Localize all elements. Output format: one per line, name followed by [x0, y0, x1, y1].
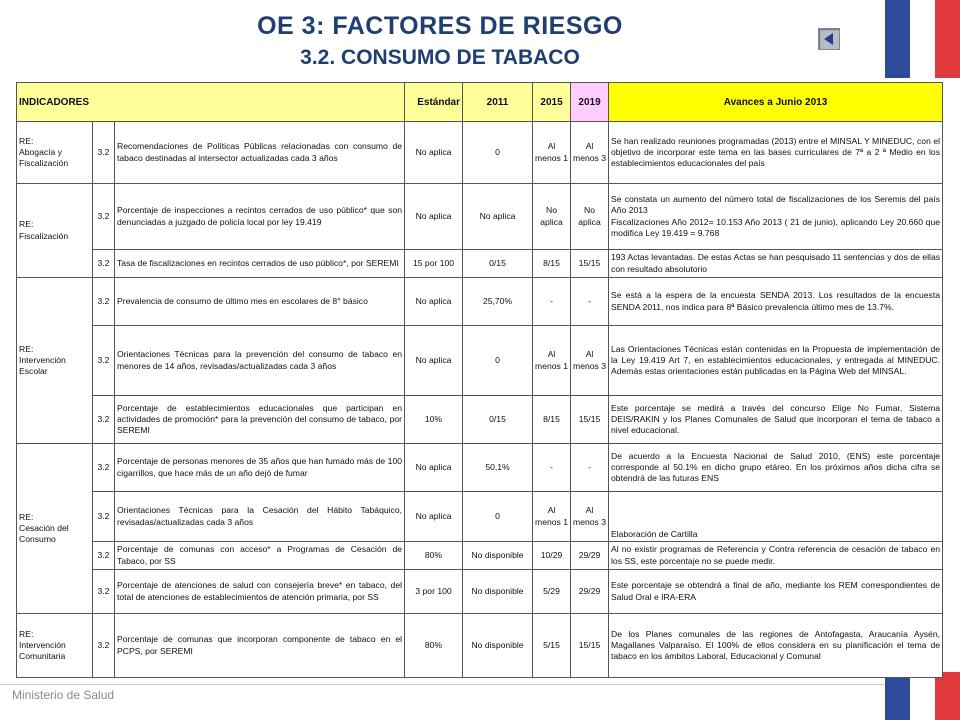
page-subtitle: 3.2. CONSUMO DE TABACO [300, 46, 580, 69]
indicator-cell: Porcentaje de establecimientos educacionales que participan en actividades de promoción* para la prevención del consumo de tabaco, por SEREMI [115, 396, 405, 444]
indicator-cell: Tasa de fiscalizaciones en recintos cerrados de uso público*, por SEREMI [115, 250, 405, 278]
flag-stripes-top [885, 0, 960, 78]
re-cell: RE: Cesación del Consumo [17, 444, 93, 614]
code-cell: 3.2 [93, 396, 115, 444]
indicator-cell: Porcentaje de personas menores de 35 años que han fumado más de 100 cigarrillos, que hace más de un año dejó de fumar [115, 444, 405, 492]
code-cell: 3.2 [93, 570, 115, 614]
indicator-cell: Porcentaje de inspecciones a recintos cerrados de uso público* que son denunciadas a juzgado de policía local por ley 19.419 [115, 184, 405, 250]
value-2011-cell: 25,70% [463, 278, 533, 326]
re-cell: RE: Abogacía y Fiscalización [17, 122, 93, 184]
estandar-cell: 10% [405, 396, 463, 444]
value-2019-cell: Al menos 3 [571, 326, 609, 396]
indicator-cell: Porcentaje de atenciones de salud con consejería breve* en tabaco, del total de atenciones de establecimientos de atención primaria, por SS [115, 570, 405, 614]
avances-cell: Se está a la espera de la encuesta SENDA 2013. Los resultados de la encuesta SENDA 2011, nos indica para 8ª Básico prevalencia último mes de 13.7%. [609, 278, 943, 326]
code-cell: 3.2 [93, 542, 115, 570]
estandar-cell: No aplica [405, 278, 463, 326]
avances-cell: Se constata un aumento del número total de fiscalizaciones de los Seremis del país Año 2013 Fiscalizaciones Año 2012= 10.153 Año 2013 ( 21 de junio), aplicando Ley 20.660 que modifica Ley 19.419 = 9.768 [609, 184, 943, 250]
estandar-cell: No aplica [405, 184, 463, 250]
value-2019-cell: Al menos 3 [571, 122, 609, 184]
footer-divider [0, 684, 885, 685]
value-2015-cell: 5/29 [533, 570, 571, 614]
value-2019-cell: No aplica [571, 184, 609, 250]
value-2011-cell: No disponible [463, 570, 533, 614]
table-row [17, 396, 943, 444]
table-row [17, 614, 943, 678]
code-cell: 3.2 [93, 492, 115, 542]
flag-stripes-bottom [885, 672, 960, 720]
avances-cell: Las Orientaciones Técnicas están contenidas en la Propuesta de implementación de la Ley 19.419 Art 7, en establecimientos educacionales, y entregada al MINEDUC. Además estas orientaciones están publicadas en la Página Web del MINSAL. [609, 326, 943, 396]
value-2011-cell: 0/15 [463, 250, 533, 278]
code-cell: 3.2 [93, 122, 115, 184]
re-cell: RE: Fiscalización [17, 184, 93, 278]
code-cell: 3.2 [93, 326, 115, 396]
value-2015-cell: 8/15 [533, 250, 571, 278]
value-2019-cell: 29/29 [571, 542, 609, 570]
indicator-cell: Porcentaje de comunas que incorporan componente de tabaco en el PCPS, por SEREMI [115, 614, 405, 678]
code-cell: 3.2 [93, 614, 115, 678]
code-cell: 3.2 [93, 250, 115, 278]
table-row [17, 250, 943, 278]
re-cell: RE: Intervención Escolar [17, 278, 93, 444]
table-row [17, 326, 943, 396]
footer-ministry: Ministerio de Salud [12, 688, 115, 702]
table-row [17, 184, 943, 250]
value-2011-cell: 0 [463, 122, 533, 184]
value-2015-cell: - [533, 278, 571, 326]
avances-cell: De acuerdo a la Encuesta Nacional de Salud 2010, (ENS) este porcentaje corresponde al 50.1% en dicho grupo etáreo. En los próximos años dicha cifra se obtendrá de las futuras ENS [609, 444, 943, 492]
indicator-cell: Recomendaciones de Políticas Públicas relacionadas con consumo de tabaco destinadas al intersector actualizadas cada 3 años [115, 122, 405, 184]
value-2011-cell: 0 [463, 492, 533, 542]
avances-cell: 193 Actas levantadas. De estas Actas se han pesquisado 11 sentencias y dos de ellas con resultado absolutorio [609, 250, 943, 278]
value-2011-cell: No disponible [463, 542, 533, 570]
value-2011-cell: No aplica [463, 184, 533, 250]
table-header-row [17, 83, 943, 122]
avances-cell: De los Planes comunales de las regiones de Antofagasta, Araucanía Aysén, Magallanes Valparaíso. El 100% de ellos considera en su planificación el tema de tabaco en los ámbitos Laboral, Educacional y Comunal [609, 614, 943, 678]
avances-cell: Se han realizado reuniones programadas (2013) entre el MINSAL Y MINEDUC, con el objetivo de incorporar este tema en las bases curriculares de 7ª a 2 ª Medio en los establecimientos educacionales del país [609, 122, 943, 184]
value-2019-cell: - [571, 278, 609, 326]
indicator-cell: Porcentaje de comunas con acceso* a Programas de Cesación de Tabaco, por SS [115, 542, 405, 570]
header-2015: 2015 [533, 83, 571, 122]
avances-cell: Al no existir programas de Referencia y Contra referencia de cesación de tabaco en los SS, este porcentaje no se puede medir. [609, 542, 943, 570]
value-2011-cell: No disponible [463, 614, 533, 678]
estandar-cell: 3 por 100 [405, 570, 463, 614]
page-title: OE 3: FACTORES DE RIESGO [257, 12, 623, 40]
back-button[interactable] [818, 28, 840, 50]
avances-cell: Este porcentaje se obtendrá a final de año, mediante los REM correspondientes de Salud Oral e IRA-ERA [609, 570, 943, 614]
estandar-cell: 80% [405, 614, 463, 678]
value-2015-cell: 10/29 [533, 542, 571, 570]
avances-cell: Este porcentaje se medirá a través del concurso Elige No Fumar, Sistema DEIS/RAKIN y los Planes Comunales de Salud que incorporan el tema de tabaco a nivel educacional. [609, 396, 943, 444]
value-2019-cell: 29/29 [571, 570, 609, 614]
code-cell: 3.2 [93, 184, 115, 250]
value-2011-cell: 0 [463, 326, 533, 396]
value-2015-cell: Al menos 1 [533, 492, 571, 542]
table-row [17, 122, 943, 184]
back-arrow-icon [824, 33, 833, 45]
estandar-cell: No aplica [405, 122, 463, 184]
code-cell: 3.2 [93, 444, 115, 492]
estandar-cell: 15 por 100 [405, 250, 463, 278]
value-2015-cell: Al menos 1 [533, 122, 571, 184]
value-2015-cell: 8/15 [533, 396, 571, 444]
table-row [17, 542, 943, 570]
value-2019-cell: 15/15 [571, 614, 609, 678]
header-avances: Avances a Junio 2013 [609, 83, 943, 122]
indicators-table [16, 82, 943, 678]
re-cell: RE: Intervención Comunitaria [17, 614, 93, 678]
value-2011-cell: 50,1% [463, 444, 533, 492]
header-indicadores: INDICADORES [17, 83, 405, 122]
value-2019-cell: - [571, 444, 609, 492]
estandar-cell: 80% [405, 542, 463, 570]
estandar-cell: No aplica [405, 326, 463, 396]
value-2019-cell: 15/15 [571, 250, 609, 278]
header-2019: 2019 [571, 83, 609, 122]
table-row [17, 570, 943, 614]
header-estandar: Estándar [405, 83, 463, 122]
estandar-cell: No aplica [405, 444, 463, 492]
value-2015-cell: - [533, 444, 571, 492]
header-2011: 2011 [463, 83, 533, 122]
value-2015-cell: Al menos 1 [533, 326, 571, 396]
avances-cell: Elaboración de Cartilla [609, 492, 943, 542]
code-cell: 3.2 [93, 278, 115, 326]
indicator-cell: Orientaciones Técnicas para la Cesación del Hábito Tabáquico, revisadas/actualizadas cada 3 años [115, 492, 405, 542]
estandar-cell: No aplica [405, 492, 463, 542]
value-2019-cell: Al menos 3 [571, 492, 609, 542]
indicator-cell: Orientaciones Técnicas para la prevención del consumo de tabaco en menores de 14 años, revisadas/actualizadas cada 3 años [115, 326, 405, 396]
value-2015-cell: 5/15 [533, 614, 571, 678]
table-row [17, 444, 943, 492]
value-2011-cell: 0/15 [463, 396, 533, 444]
value-2015-cell: No aplica [533, 184, 571, 250]
table-row [17, 278, 943, 326]
table-row [17, 492, 943, 542]
indicator-cell: Prevalencia de consumo de último mes en escolares de 8° básico [115, 278, 405, 326]
value-2019-cell: 15/15 [571, 396, 609, 444]
